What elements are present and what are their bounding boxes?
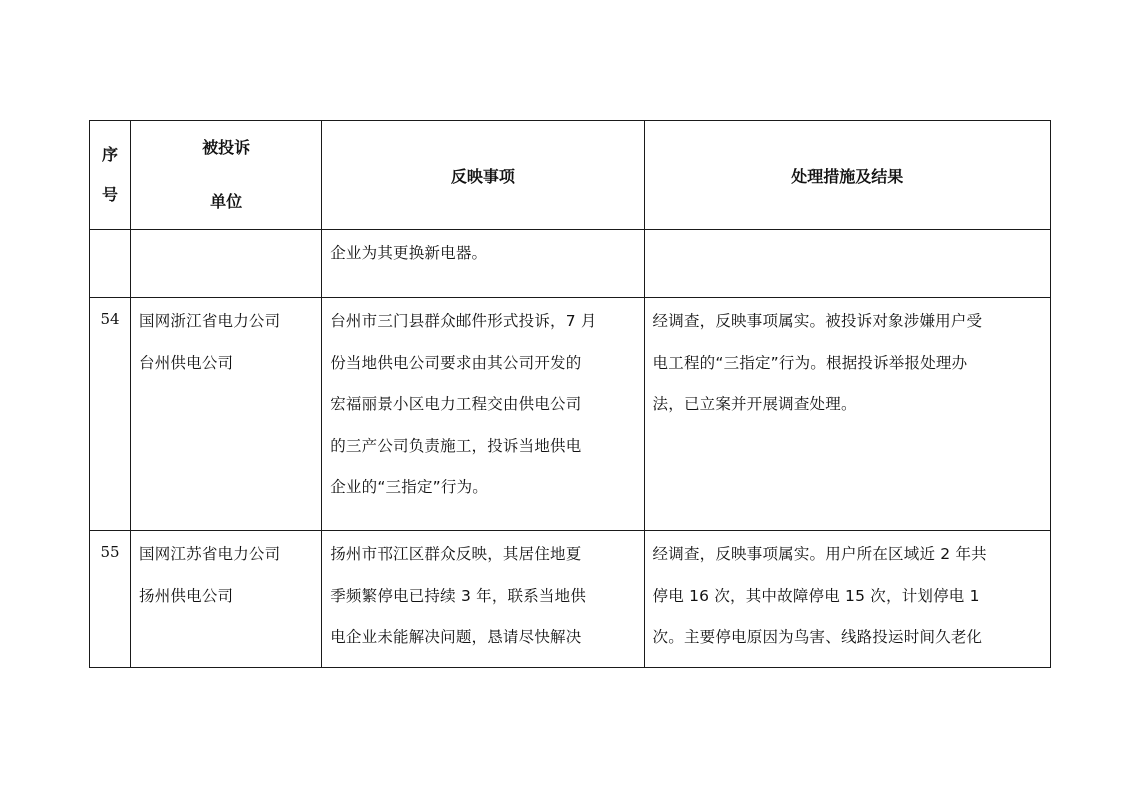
row-seq: 55 xyxy=(90,531,131,668)
header-seq-line2: 号 xyxy=(102,185,119,204)
row-issue xyxy=(322,298,644,531)
row-result xyxy=(644,531,1050,668)
row-seq xyxy=(90,230,131,298)
header-issue: 反映事项 xyxy=(322,121,644,230)
row-unit xyxy=(131,298,322,531)
result-line: 电工程的“三指定”行为。根据投诉举报处理办 xyxy=(652,353,968,372)
row-seq: 54 xyxy=(90,298,131,531)
row-result xyxy=(644,298,1050,531)
issue-line: 企业为其更换新电器。 xyxy=(330,244,488,262)
issue-line: 季频繁停电已持续 3 年，联系当地供 xyxy=(330,586,587,605)
row-issue xyxy=(322,230,644,298)
issue-line: 台州市三门县群众邮件形式投诉，7 月 xyxy=(330,312,597,330)
row-unit xyxy=(131,230,322,298)
header-unit-line2: 单位 xyxy=(210,192,243,211)
result-line: 法，已立案并开展调查处理。 xyxy=(652,395,857,413)
issue-line: 份当地供电公司要求由其公司开发的 xyxy=(330,353,582,372)
unit-line: 国网江苏省电力公司 xyxy=(139,545,281,563)
table-row xyxy=(90,531,1051,668)
row-result xyxy=(644,230,1050,298)
header-unit-line1: 被投诉 xyxy=(202,138,251,157)
unit-line: 国网浙江省电力公司 xyxy=(139,312,281,330)
table-row xyxy=(90,230,1051,298)
result-line: 经调查，反映事项属实。用户所在区域近 2 年共 xyxy=(652,545,987,563)
issue-line: 的三产公司负责施工，投诉当地供电 xyxy=(330,436,582,455)
row-unit xyxy=(131,531,322,668)
unit-line: 扬州供电公司 xyxy=(139,586,234,605)
issue-line: 电企业未能解决问题，恳请尽快解决 xyxy=(330,628,582,646)
complaints-table xyxy=(89,120,1051,668)
issue-line: 企业的“三指定”行为。 xyxy=(330,478,488,496)
result-line: 停电 16 次，其中故障停电 15 次，计划停电 1 xyxy=(652,586,980,605)
issue-line: 宏福丽景小区电力工程交由供电公司 xyxy=(330,395,582,413)
unit-line: 台州供电公司 xyxy=(139,353,234,372)
header-result: 处理措施及结果 xyxy=(644,121,1050,230)
result-line: 次。主要停电原因为鸟害、线路投运时间久老化 xyxy=(652,628,983,646)
header-seq-line1: 序 xyxy=(102,145,119,164)
header-unit xyxy=(131,121,322,230)
header-seq xyxy=(90,121,131,230)
issue-line: 扬州市邗江区群众反映，其居住地夏 xyxy=(330,545,582,563)
row-issue xyxy=(322,531,644,668)
table-row xyxy=(90,298,1051,531)
table-header-row xyxy=(90,121,1051,230)
result-line: 经调查，反映事项属实。被投诉对象涉嫌用户受 xyxy=(652,312,983,330)
